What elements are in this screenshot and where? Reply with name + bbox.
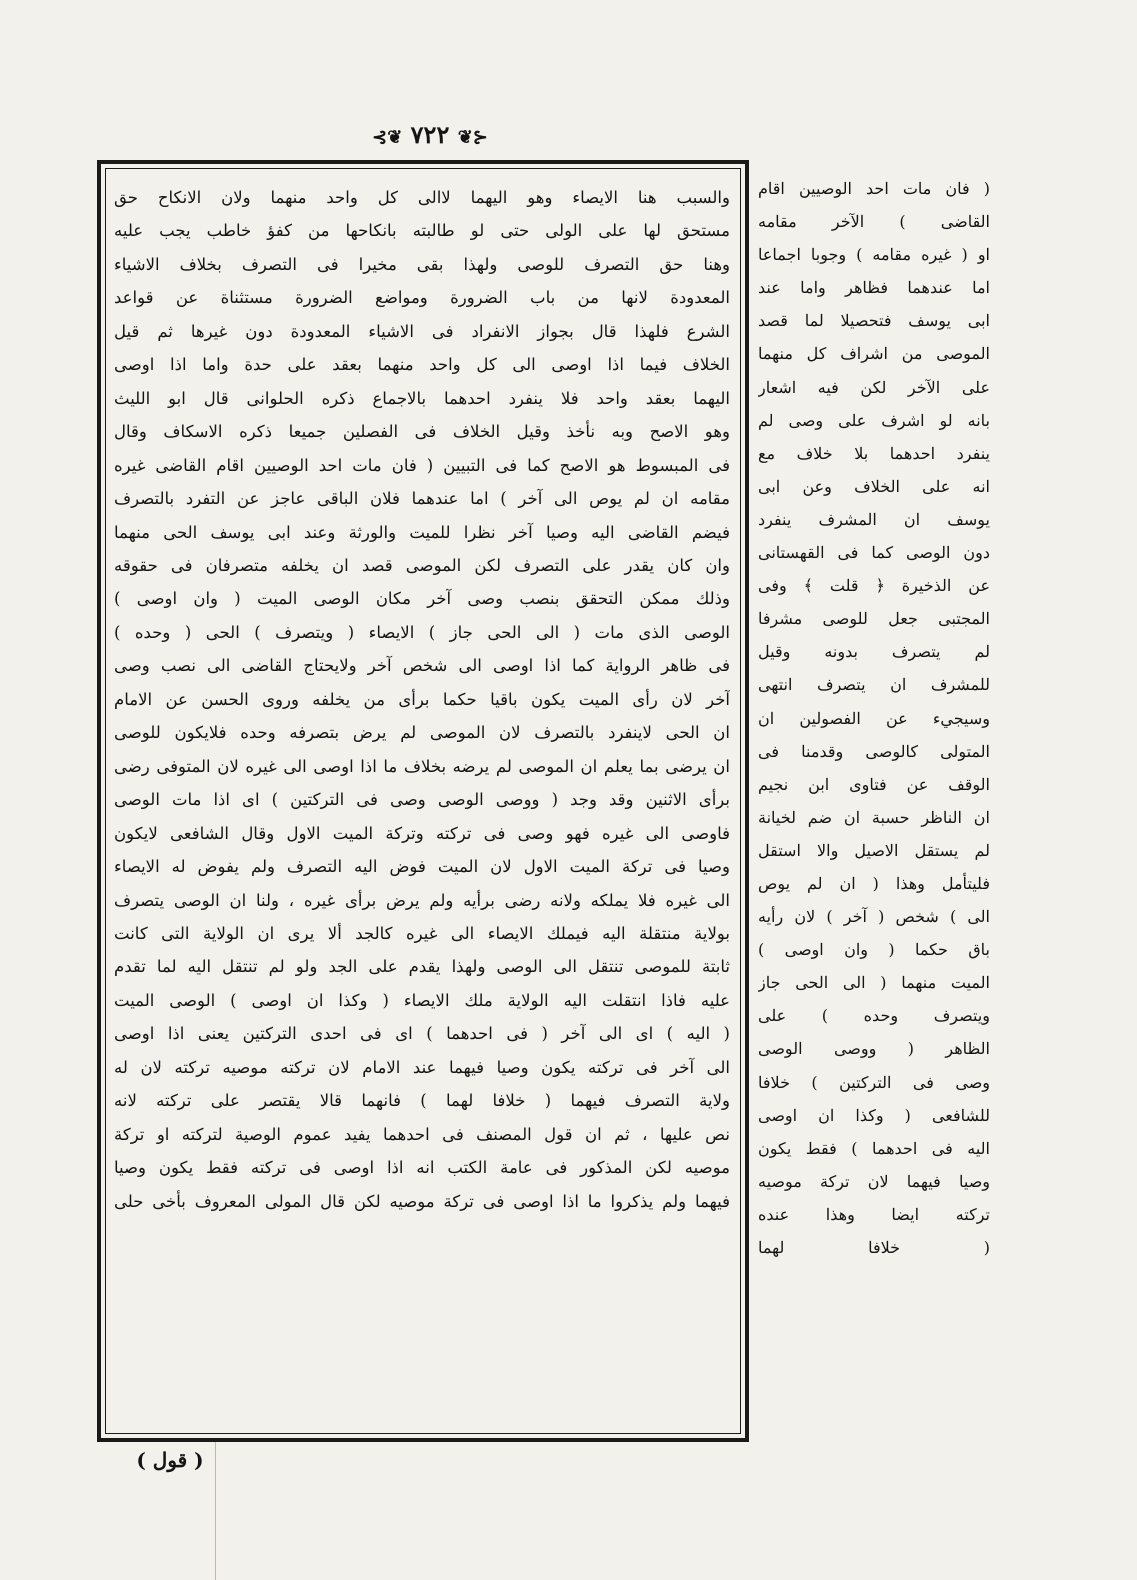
- margin-text-line: ( فان مات احد الوصيين اقام: [758, 179, 990, 198]
- margin-text-line: للمشرف ان يتصرف انتهى: [758, 675, 990, 695]
- margin-text-line: لم يتصرف بدونه وقيل: [758, 642, 990, 662]
- main-text-block: [114, 181, 730, 1218]
- main-text-line: وذلك ممكن التحقق بنصب وصى آخر مكان الوصى الميت ( وان اوصى ): [114, 589, 730, 609]
- margin-text-line: باق حكما ( وان اوصى ): [758, 940, 990, 960]
- margin-text-line: تركته ايضا وهذا عنده: [758, 1204, 990, 1224]
- margin-text-line: الموصى من اشراف كل منهما: [758, 344, 990, 364]
- main-text-line: موصيه لكن المذكور فى عامة الكتب انه اذا اوصى فى تركته فقط يكون وصيا: [114, 1158, 730, 1178]
- margin-text-line: وصى فى التركتين ) خلافا: [758, 1072, 990, 1092]
- main-text-line: اليهما بعقد واحد فلا ينفرد احدهما بالاجماع ذكره الحلوانى قال ابو الليث: [114, 388, 730, 408]
- margin-text-line: دون الوصى كما فى القهستانى: [758, 543, 990, 563]
- margin-text-line: لم يستقل الاصيل والا استقل: [758, 840, 990, 860]
- main-text-line: وهو الاصح وبه نأخذ وقيل الخلاف فى الفصلين جميعا ذكره الاسكاف وقال: [114, 422, 730, 442]
- margin-text-line: ينفرد احدهما بلا خلاف مع: [758, 443, 990, 463]
- page-number: [355, 120, 505, 149]
- margin-text-line: انه على الخلاف وعن ابى: [758, 476, 990, 496]
- page-number-value: ٧٢٢: [410, 120, 450, 149]
- main-text-line: الى آخر فى تركته يكون وصيا فيهما عند الامام لان تركته موصيه تركته لان له: [114, 1057, 730, 1077]
- main-text-line: فيضم القاضى اليه وصيا آخر نظرا للميت والورثة وعند ابى يوسف الحى منهما: [114, 522, 730, 542]
- margin-text-line: اما عندهما فظاهر واما عند: [758, 278, 990, 298]
- margin-text-line: اليه فى احدهما ) فقط يكون: [758, 1138, 990, 1158]
- main-text-line: ان يرضى بما يعلم ان الموصى لم يرضه بخلاف ما اذا اوصى الى غيره لان المتوفى رضى: [114, 756, 730, 776]
- main-text-line: الخلاف فيما اذا اوصى الى كل واحد منهما بعقد على حدة واما اذا اوصى: [114, 355, 730, 375]
- margin-text-line: على الآخر لكن فيه اشعار: [758, 377, 990, 397]
- main-text-line: ان الحى لاينفرد بالتصرف لان الموصى لم يرض بتصرفه وحده فلايكون للوصى: [114, 723, 730, 743]
- main-text-line: نص عليها ، ثم ان قول المصنف فى احدهما يفيد عموم الوصية لتركته او تركة: [114, 1124, 730, 1144]
- margin-text-line: فليتأمل وهذا ( ان لم يوص: [758, 873, 990, 893]
- margin-commentary: [758, 172, 990, 1264]
- main-text-line: فى ظاهر الرواية كما اذا اوصى الى شخص آخر ولايحتاج القاضى الى نصب وصى: [114, 656, 730, 676]
- margin-text-line: المتولى كالوصى وقدمنا فى: [758, 741, 990, 761]
- margin-text-line: للشافعى ( وكذا ان اوصى: [758, 1105, 990, 1125]
- main-text-line: عليه فاذا انتقلت اليه الولاية ملك الايصاء ( وكذا ان اوصى ) الوصى الميت: [114, 990, 730, 1010]
- main-text-line: الوصى الذى مات ( الى الحى جاز ) الايصاء ( ويتصرف ) الحى ( وحده ): [114, 622, 730, 642]
- main-text-line: فاوصى الى غيره فهو وصى فى تركته وتركة الميت الاول وقال الشافعى لايكون: [114, 823, 730, 843]
- main-text-line: المعدودة لانها من باب الضرورة ومواضع الضرورة مستثناة عن قواعد: [114, 288, 730, 308]
- main-text-line: ولاية التصرف فيهما ( خلافا لهما ) فانهما قالا يقتصر على تركته لانه: [114, 1091, 730, 1111]
- main-text-line: الى غيره فلا يملكه ولانه رضى برأيه ولم يرض برأى غيره ، ولنا ان الوصى يتصرف: [114, 890, 730, 910]
- main-text-line: الشرع فلهذا قال بجواز الانفراد فى الاشياء المعدودة دون غيرها ثم قيل: [114, 321, 730, 341]
- margin-text-line: ( خلافا لهما: [758, 1238, 990, 1257]
- margin-text-line: ان الناظر حسبة ان ضم لخيانة: [758, 807, 990, 827]
- right-ornament-icon: ❦⊱: [457, 127, 488, 148]
- main-text-line: برأى الاثنين وقد وجد ( ووصى الوصى وصى فى التركتين ) اى اذا مات الوصى: [114, 790, 730, 810]
- margin-text-line: وسيجيء عن الفصولين ان: [758, 708, 990, 728]
- margin-text-line: الى ) شخص ( آخر ) لان رأيه: [758, 907, 990, 927]
- main-text-frame-inner: [105, 168, 741, 1434]
- margin-text-line: يوسف ان المشرف ينفرد: [758, 509, 990, 529]
- margin-text-line: المجتبى جعل للوصى مشرفا: [758, 609, 990, 629]
- main-text-line: والسبب هنا الايصاء وهو اليهما لاالى كل واحد منهما ولان الانكاح حق: [114, 188, 730, 207]
- margin-text-line: ابى يوسف فتحصيلا لما قصد: [758, 311, 990, 331]
- main-text-line: وصيا فى تركة الميت الاول لان الميت فوض اليه التصرف ولم يفوض له الايصاء: [114, 857, 730, 877]
- main-text-line: وان كان يقدر على التصرف لكن الموصى قصد ان يخلفه متصرفان فى حقوقه: [114, 555, 730, 575]
- main-text-line: مستحق لها على الولى حتى لو طالبته بانكاحها من كفؤ خاطب يجب عليه: [114, 221, 730, 241]
- main-text-line: ثابتة للموصى تنتقل الى الوصى ولهذا يقدم على الجد ولو لم تنتقل اليه لما تقدم: [114, 957, 730, 977]
- main-text-line: فيهما ولم يذكروا ما اذا اوصى فى تركة موصيه لكن قال المولى المعروف بأخى حلى: [114, 1191, 730, 1211]
- catchword: ( قول ): [136, 1448, 204, 1472]
- main-text-line: مقامه ان لم يوص الى آخر ) اما عندهما فلان الباقى عاجز عن التفرد بالتصرف: [114, 489, 730, 509]
- margin-text-line: او ( غيره مقامه ) وجوبا اجماعا: [758, 245, 990, 265]
- main-text-line: وهنا حق التصرف للوصى ولهذا بقى مخيرا فى التصرف بخلاف الاشياء: [114, 254, 730, 274]
- margin-text-line: عن الذخيرة ﴿ قلت ﴾ وفى: [758, 576, 990, 596]
- margin-text-line: الظاهر ( ووصى الوصى: [758, 1039, 990, 1059]
- main-text-line: فى المبسوط هو الاصح كما فى التبيين ( فان مات احد الوصيين اقام القاضى غيره: [114, 455, 730, 475]
- margin-text-line: وصيا فيهما لان تركة موصيه: [758, 1171, 990, 1191]
- margin-text-line: الميت منهما ( الى الحى جاز: [758, 973, 990, 993]
- left-ornament-icon: ⊰❦: [372, 127, 403, 148]
- main-text-line: آخر لان رأى الميت يكون باقيا حكما برأى من يخلفه وروى الحسن عن الامام: [114, 689, 730, 709]
- binding-rule-line: [215, 1442, 216, 1580]
- margin-text-line: ويتصرف وحده ) على: [758, 1006, 990, 1026]
- margin-text-line: القاضى ) الآخر مقامه: [758, 212, 990, 232]
- margin-text-line: بانه لو اشرف على وصى لم: [758, 410, 990, 430]
- main-text-line: ( اليه ) اى الى آخر ( فى احدهما ) اى فى احدى التركتين يعنى اذا اوصى: [114, 1024, 730, 1044]
- main-text-line: بولاية منتقلة اليه فيملك الايصاء الى غيره كالجد ألا يرى ان الولاية التى كانت: [114, 923, 730, 943]
- main-text-frame: [97, 160, 749, 1442]
- margin-text-line: الوقف عن فتاوى ابن نجيم: [758, 774, 990, 794]
